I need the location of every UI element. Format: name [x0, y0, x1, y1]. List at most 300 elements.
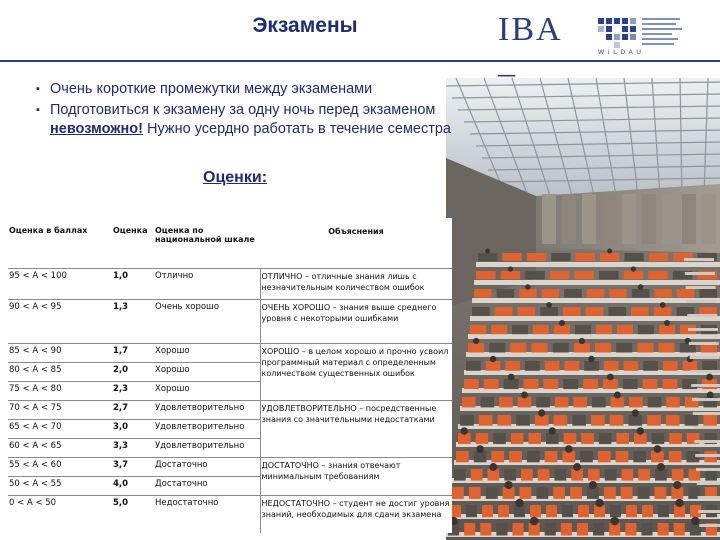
- th-wildau-name: W i L D A U: [598, 49, 642, 56]
- audience-member: [573, 463, 581, 471]
- header-rule: [0, 60, 720, 62]
- seat: [659, 343, 675, 353]
- cell-points: 55 < A < 60: [8, 457, 112, 476]
- audience-member: [489, 463, 497, 471]
- seat: [638, 325, 654, 334]
- bullet-marker-icon: ▪: [36, 104, 40, 116]
- seat: [674, 523, 685, 536]
- audience-member: [673, 481, 681, 489]
- seat: [580, 451, 593, 462]
- seat: [663, 361, 678, 371]
- seat: [591, 415, 605, 426]
- cell-grade: 4,0: [112, 476, 154, 495]
- bullet-emphasis: невозможно!: [50, 121, 143, 137]
- seat: [527, 451, 540, 462]
- wall-panel: [622, 194, 636, 244]
- cell-explanation: ОЧЕНЬ ХОРОШО – знания выше среднего уровня с некоторыми ошибками: [260, 299, 452, 343]
- audience-member: [559, 320, 565, 326]
- seat: [616, 343, 632, 353]
- stair-step: [690, 356, 720, 359]
- seat: [631, 307, 649, 316]
- seat: [484, 379, 499, 389]
- seat: [626, 505, 637, 517]
- iba-logo: [498, 11, 586, 58]
- seat: [481, 397, 495, 407]
- seat: [624, 253, 643, 261]
- desk-row: [460, 406, 720, 411]
- cell-points: 80 < A < 85: [8, 362, 112, 381]
- seat: [637, 343, 653, 353]
- seat: [509, 451, 522, 462]
- stair-step: [699, 524, 720, 527]
- seat: [669, 451, 682, 462]
- audience-member: [638, 284, 643, 289]
- audience-member: [675, 499, 683, 507]
- audience-member: [485, 249, 490, 254]
- audience-member: [515, 499, 523, 507]
- seat: [545, 451, 558, 462]
- seat: [583, 379, 598, 389]
- audience-member: [525, 284, 530, 289]
- seat: [643, 361, 658, 371]
- table-row: [8, 457, 452, 476]
- cell-national: Достаточно: [154, 457, 260, 476]
- cell-grade: 1,0: [112, 268, 154, 299]
- seat: [525, 361, 540, 371]
- seat: [501, 271, 521, 279]
- seat: [553, 487, 565, 499]
- cell-national: Хорошо: [154, 343, 260, 362]
- seat: [574, 271, 594, 279]
- stair-step: [698, 496, 720, 499]
- seat: [642, 505, 653, 517]
- stair-step: [685, 272, 715, 275]
- audience-member: [707, 392, 714, 399]
- seat: [638, 487, 650, 499]
- seat: [683, 361, 698, 371]
- seat: [616, 451, 629, 462]
- seat: [605, 469, 617, 481]
- desk-row: [468, 334, 720, 339]
- seat: [588, 469, 600, 481]
- seat: [600, 253, 619, 261]
- table-row: [8, 343, 452, 362]
- seat: [471, 469, 483, 481]
- seat: [476, 271, 496, 279]
- seat: [454, 469, 466, 481]
- seat: [554, 415, 568, 426]
- desk-row: [476, 262, 720, 267]
- stair-step: [695, 454, 720, 457]
- seat: [622, 469, 634, 481]
- cell-grade: 3,0: [112, 419, 154, 438]
- seat: [610, 505, 621, 517]
- seat: [625, 523, 636, 536]
- audience-member: [588, 356, 594, 362]
- wall-panel: [642, 194, 656, 244]
- seat: [543, 379, 558, 389]
- seat: [520, 487, 532, 499]
- audience-member: [595, 499, 603, 507]
- bullet-item: [36, 80, 456, 99]
- audience-member: [607, 374, 614, 381]
- seat: [617, 325, 633, 334]
- seat: [502, 253, 521, 261]
- wall-panel: [542, 194, 556, 244]
- seat: [525, 271, 545, 279]
- th-wildau-logo: [596, 14, 714, 58]
- seat: [662, 379, 677, 389]
- seat: [654, 307, 672, 316]
- seat: [491, 451, 504, 462]
- stair-step: [686, 286, 716, 289]
- seat: [573, 397, 587, 407]
- seat: [624, 271, 644, 279]
- seat: [577, 523, 588, 536]
- seat: [510, 343, 526, 353]
- seat: [460, 415, 474, 426]
- seat: [536, 397, 550, 407]
- cell-points: 75 < A < 80: [8, 381, 112, 400]
- audience-member: [660, 302, 666, 308]
- seat: [624, 361, 639, 371]
- seat: [599, 433, 612, 444]
- bullet-text-post: Нужно усердно работать в течение семестра: [142, 121, 451, 137]
- seat: [654, 289, 672, 298]
- table-row: [8, 268, 452, 299]
- cell-explanation: ОТЛИЧНО – отличные знания лишь с незначительным количеством ошибок: [260, 268, 452, 299]
- seat: [456, 451, 469, 462]
- seat: [604, 487, 616, 499]
- seat: [652, 433, 665, 444]
- desk-row: [472, 298, 720, 303]
- seat: [658, 505, 669, 517]
- seat: [486, 487, 498, 499]
- seat: [655, 487, 667, 499]
- seat: [564, 433, 577, 444]
- seat: [643, 379, 658, 389]
- seat: [528, 433, 541, 444]
- seat: [521, 469, 533, 481]
- stair-step: [697, 482, 720, 485]
- bullet-text-pre: Подготовиться к экзамену за одну ночь перед экзаменом: [50, 102, 436, 118]
- seat: [648, 271, 668, 279]
- seat: [497, 415, 511, 426]
- seat: [472, 307, 490, 316]
- wall-panel: [562, 194, 576, 244]
- audience-member: [691, 517, 700, 526]
- seat: [603, 379, 618, 389]
- cell-national: Удовлетворительно: [154, 438, 260, 457]
- seat: [493, 433, 506, 444]
- seat: [629, 397, 643, 407]
- seat: [482, 505, 493, 517]
- seat: [551, 253, 570, 261]
- seat: [469, 487, 481, 499]
- seat: [496, 523, 507, 536]
- seat: [703, 415, 717, 426]
- cell-grade: 5,0: [113, 497, 129, 508]
- stair-step: [692, 398, 720, 401]
- seat: [489, 343, 505, 353]
- stair-step: [684, 258, 714, 261]
- stair-step: [691, 384, 720, 387]
- seat: [545, 361, 560, 371]
- desk-row: [470, 316, 720, 321]
- header-explanation: Объяснения: [260, 218, 452, 268]
- audience-member: [631, 266, 636, 271]
- seat: [658, 523, 669, 536]
- seat: [672, 469, 684, 481]
- seat: [604, 361, 619, 371]
- seat: [468, 343, 484, 353]
- seat: [685, 415, 699, 426]
- audience-member: [614, 392, 621, 399]
- seat: [586, 307, 604, 316]
- seat: [666, 397, 680, 407]
- audience-member: [610, 517, 619, 526]
- seat: [474, 289, 492, 298]
- seat: [545, 523, 556, 536]
- seat: [584, 361, 599, 371]
- cell-national: Удовлетворительно: [154, 400, 260, 419]
- bullet-text: Очень короткие промежутки между экзаменами: [50, 81, 373, 97]
- bullet-marker-icon: ▪: [36, 83, 40, 95]
- seat: [621, 487, 633, 499]
- cell-national: Хорошо: [154, 381, 260, 400]
- audience-member: [505, 481, 513, 489]
- seat: [608, 307, 626, 316]
- seat: [476, 433, 489, 444]
- cell-points: 90 < A < 95: [8, 299, 112, 343]
- cell-points: 60 < A < 65: [8, 438, 112, 457]
- cell-grade: 1,7: [112, 343, 154, 362]
- slide-title: Экзамены: [252, 14, 358, 37]
- cell-national: Достаточно: [154, 476, 260, 495]
- seat: [512, 523, 523, 536]
- cell-points: 0 < A < 50: [9, 497, 57, 508]
- seat: [564, 289, 582, 298]
- seat: [623, 379, 638, 389]
- wall-panel: [582, 194, 596, 244]
- seat: [535, 415, 549, 426]
- grades-heading: Оценки:: [203, 169, 268, 186]
- audience-member: [632, 409, 639, 416]
- seat: [633, 451, 646, 462]
- seat: [553, 343, 569, 353]
- seat: [648, 397, 662, 407]
- seat: [498, 505, 509, 517]
- stair-step: [698, 510, 720, 513]
- seat: [462, 397, 476, 407]
- audience-member: [473, 338, 479, 344]
- header-points: Оценка в баллах: [8, 218, 112, 268]
- desk-row: [474, 280, 720, 285]
- seat: [542, 289, 560, 298]
- seat: [649, 253, 668, 261]
- seat: [641, 523, 652, 536]
- seat: [511, 433, 524, 444]
- iba-logo-mark: IBA: [498, 11, 561, 48]
- lecture-hall-photo: [446, 78, 720, 540]
- stair-step: [693, 412, 720, 415]
- wall-panel: [602, 194, 616, 244]
- seat: [517, 307, 535, 316]
- audience-member: [657, 463, 665, 471]
- audience-member: [589, 481, 597, 489]
- seat: [464, 379, 479, 389]
- seat: [470, 325, 486, 334]
- seat: [561, 523, 572, 536]
- seat: [570, 487, 582, 499]
- table-row: [8, 400, 452, 419]
- seat: [555, 397, 569, 407]
- seat: [466, 505, 477, 517]
- audience-member: [607, 249, 612, 254]
- seat: [562, 505, 573, 517]
- stair-step: [696, 468, 720, 471]
- header-national: Оценка по национальной шкале: [154, 218, 260, 268]
- seat: [610, 415, 624, 426]
- cell-points: 95 < A < 100: [8, 268, 112, 299]
- cell-grade: 2,0: [112, 362, 154, 381]
- bullet-item: [36, 101, 456, 139]
- audience-member: [521, 392, 528, 399]
- seat: [536, 487, 548, 499]
- seat: [595, 343, 611, 353]
- stair-step: [694, 426, 720, 429]
- cell-national: Отлично: [154, 268, 260, 299]
- table-row: [8, 495, 452, 533]
- seat: [466, 361, 481, 371]
- seat: [497, 289, 515, 298]
- cell-national: Хорошо: [154, 362, 260, 381]
- seat: [479, 415, 493, 426]
- seat: [599, 271, 619, 279]
- cell-explanation: ДОСТАТОЧНО – знания отвечают минимальным требованиям: [260, 457, 452, 495]
- seat: [540, 307, 558, 316]
- seat: [546, 505, 557, 517]
- lecture-hall-illustration: [446, 78, 720, 540]
- seat: [564, 361, 579, 371]
- header-grade: Оценка: [112, 218, 154, 268]
- seat: [611, 397, 625, 407]
- seat: [480, 523, 491, 536]
- seat: [563, 379, 578, 389]
- seat: [647, 415, 661, 426]
- seat: [505, 361, 520, 371]
- seat: [527, 253, 546, 261]
- seat: [598, 451, 611, 462]
- seat: [596, 325, 612, 334]
- seat: [554, 325, 570, 334]
- seat: [632, 289, 650, 298]
- seat: [550, 271, 570, 279]
- seat: [533, 325, 549, 334]
- seat: [524, 379, 539, 389]
- seat: [659, 325, 675, 334]
- audience-member: [654, 445, 662, 453]
- cell-national: Очень хорошо: [154, 299, 260, 343]
- seat: [593, 523, 604, 536]
- cell-grade: 2,3: [112, 381, 154, 400]
- cell-explanation: УДОВЛЕТВОРИТЕЛЬНО – посредственные знания со значительными недостатками: [260, 400, 452, 457]
- seat: [669, 433, 682, 444]
- seat: [464, 523, 475, 536]
- seat: [677, 289, 695, 298]
- seat: [512, 325, 528, 334]
- seat: [530, 505, 541, 517]
- wall-panel: [682, 194, 696, 244]
- audience-member: [476, 445, 484, 453]
- cell-grade: 1,3: [112, 299, 154, 343]
- audience-member: [706, 374, 713, 381]
- seat: [555, 469, 567, 481]
- table-row: [8, 299, 452, 343]
- stair-step: [687, 314, 717, 317]
- seat: [666, 415, 680, 426]
- seat: [638, 469, 650, 481]
- seat: [516, 415, 530, 426]
- wall-panel: [662, 194, 676, 244]
- bullet-list: [36, 80, 456, 141]
- seat: [519, 289, 537, 298]
- seat: [581, 433, 594, 444]
- seat: [616, 433, 629, 444]
- audience-member: [579, 338, 585, 344]
- seat: [538, 469, 550, 481]
- seat: [518, 397, 532, 407]
- seat: [491, 325, 507, 334]
- seat: [504, 379, 519, 389]
- seat: [576, 253, 595, 261]
- seat: [563, 307, 581, 316]
- seat: [499, 397, 513, 407]
- audience-member: [508, 266, 513, 271]
- audience-member: [565, 445, 573, 453]
- seat: [574, 343, 590, 353]
- stair-step: [694, 440, 720, 443]
- audience-member: [538, 409, 545, 416]
- stair-step: [689, 342, 719, 345]
- audience-member: [664, 320, 670, 326]
- cell-explanation: ХОРОШО – в целом хорошо и прочно усвоил программный материал с определенным количеством существенных ошибок: [260, 343, 452, 400]
- cell-national: Удовлетворительно: [154, 419, 260, 438]
- stair-step: [690, 370, 720, 373]
- seat: [486, 361, 501, 371]
- audience-member: [637, 427, 644, 434]
- grading-table: [8, 218, 452, 533]
- audience-member: [530, 517, 539, 526]
- audience-member: [508, 374, 515, 381]
- seat: [628, 415, 642, 426]
- audience-member: [490, 356, 496, 362]
- stair-step: [688, 328, 718, 331]
- cell-grade: 3,7: [112, 457, 154, 476]
- seat: [702, 361, 717, 371]
- seat: [452, 487, 464, 499]
- audience-member: [461, 427, 468, 434]
- cell-national: Недостаточно: [155, 497, 219, 508]
- audience-member: [546, 302, 552, 308]
- cell-points: 50 < A < 55: [8, 476, 112, 495]
- cell-points: 70 < A < 75: [8, 400, 112, 419]
- audience-member: [549, 427, 556, 434]
- seat: [572, 415, 586, 426]
- seat: [495, 307, 513, 316]
- wall-panel: [702, 194, 716, 244]
- cell-grade: 2,7: [112, 400, 154, 419]
